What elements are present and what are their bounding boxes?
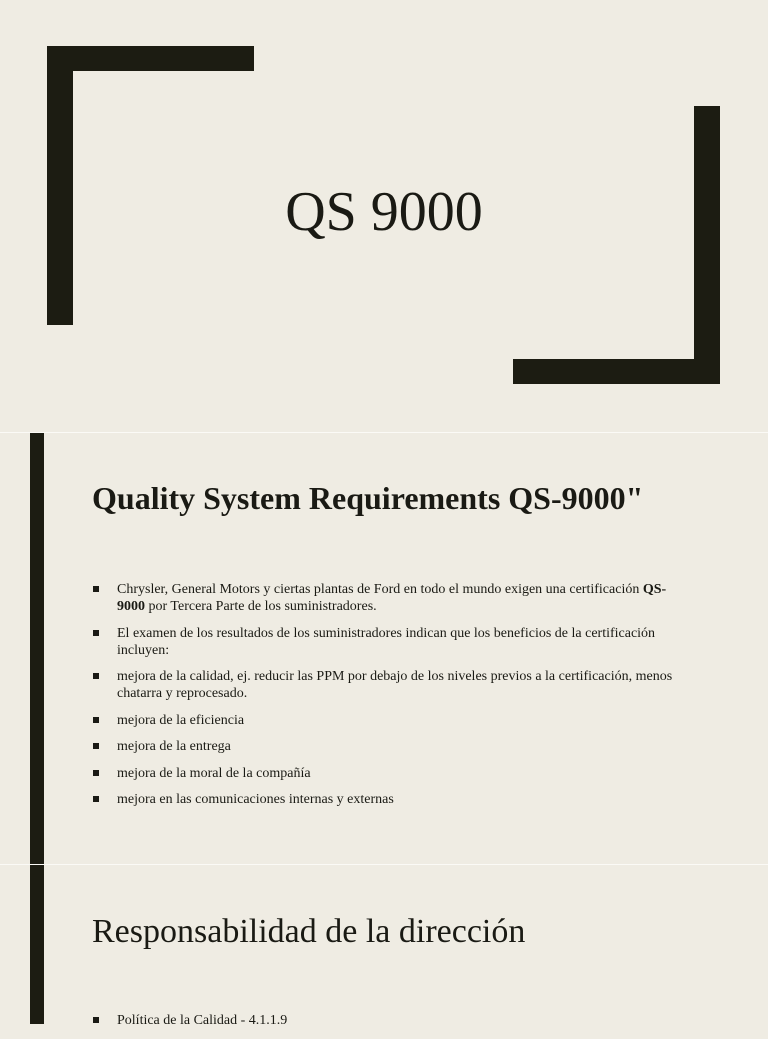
list-item-text: mejora de la moral de la compañía [117,765,311,781]
bullet-square-icon [93,673,99,679]
bullet-square-icon [93,717,99,723]
list-item-text: mejora en las comunicaciones internas y externas [117,792,394,807]
list-item [92,1012,692,1029]
list-item [92,625,692,659]
bullet-square-icon [93,796,99,802]
list-item [92,712,692,729]
list-item [92,791,692,808]
list-item [92,765,692,782]
list-item-text-before: Chrysler, General Motors y ciertas plantas de Ford en todo el mundo exigen una certificación [117,582,643,597]
slide-heading: Responsabilidad de la dirección [92,913,526,950]
list-item-text-after: por Tercera Parte de los suministradores. [145,599,377,614]
list-item-bold-text: QS-9000 [117,582,667,614]
slide-title: QS 9000 [285,181,483,243]
list-item [92,738,692,755]
left-accent-bar [30,865,44,1024]
bullet-square-icon [93,743,99,749]
list-item [92,581,692,615]
content-slide-quality-system [0,432,768,864]
corner-bracket-bottom-right-horizontal [513,359,720,384]
list-item-text: mejora de la entrega [117,739,231,754]
content-slide-responsabilidad [0,864,768,1028]
bullet-square-icon [93,630,99,636]
bullet-list [92,581,692,818]
slide-heading: Quality System Requirements QS-9000" [92,480,644,516]
corner-bracket-top-left-horizontal [47,46,254,71]
list-item [92,668,692,702]
bullet-square-icon [93,1017,99,1023]
list-item-text: El examen de los resultados de los suministradores indican que los beneficios de la certificación incluyen: [117,625,656,658]
title-slide [0,0,768,432]
list-item-text: mejora de la calidad, ej. reducir las PPM por debajo de los niveles previos a la certificación, menos chatarra y reprocesado. [117,669,673,701]
list-item-text: mejora de la eficiencia [117,712,245,728]
bullet-square-icon [93,586,99,592]
bullet-square-icon [93,770,99,776]
left-accent-bar [30,433,44,864]
list-item-text: Política de la Calidad - 4.1.1.9 [117,1013,288,1028]
bullet-list [92,1012,692,1039]
